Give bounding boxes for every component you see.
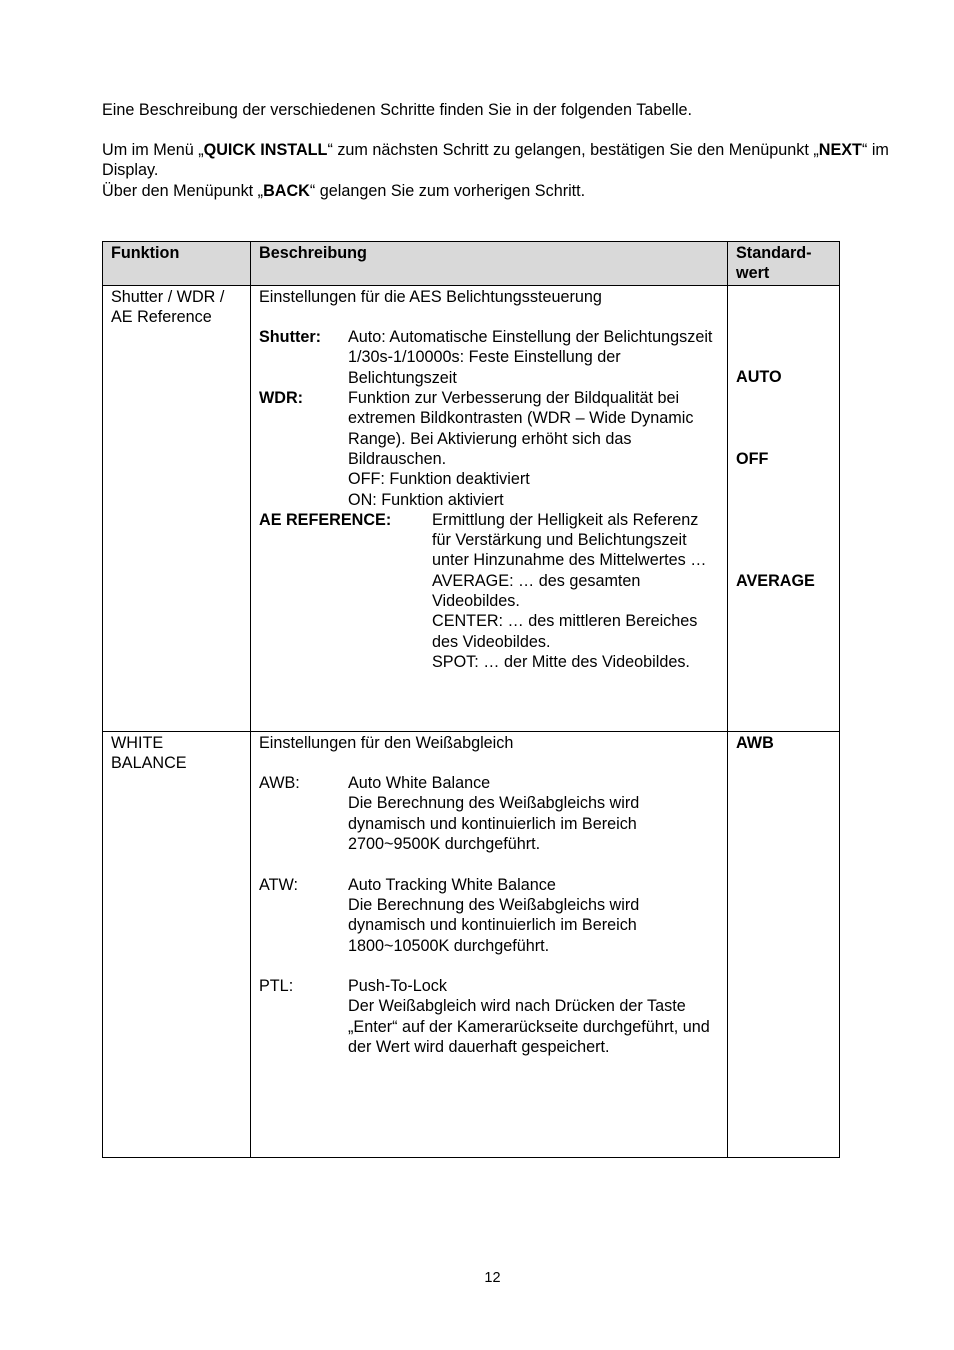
wdr-desc: Funktion zur Verbesserung der Bildqualität bei extremen Bildkontrasten (WDR – Wide Dynamic Range). Bei Aktivierung erhöht sich das Bildrauschen. [348, 389, 694, 468]
awb-key: AWB: [259, 774, 300, 793]
wdr-key: WDR: [259, 389, 304, 408]
next-term: NEXT [818, 141, 862, 159]
awb-item [259, 773, 720, 854]
ae-reference-key: AE REFERENCE: [259, 510, 392, 529]
standardwert-cell [728, 285, 840, 731]
awb-desc: Die Berechnung des Weißabgleichs wird dynamisch und kontinuierlich im Bereich 2700~9500K durchgeführt. [348, 794, 640, 854]
intro-paragraph-2 [102, 140, 892, 201]
back-term: BACK [263, 181, 310, 200]
ptl-item [259, 976, 720, 1057]
std-awb: AWB [736, 733, 774, 752]
shutter-key: Shutter: [259, 328, 322, 347]
intro-text: Eine Beschreibung der verschiedenen Schritte finden Sie in der folgenden Tabelle. [102, 101, 693, 119]
std-shutter: AUTO [736, 367, 782, 386]
page-number: 12 [484, 1270, 501, 1286]
ae-desc: CENTER: … des mittleren Bereiches des Videobildes. [432, 612, 698, 651]
std-ae: AVERAGE [736, 571, 815, 590]
atw-key: ATW: [259, 875, 298, 894]
row-intro: Einstellungen für die AES Belichtungssteuerung [259, 287, 602, 306]
atw-desc: Auto Tracking White Balance [348, 875, 556, 894]
std-wdr: OFF [736, 449, 769, 468]
ae-desc: Ermittlung der Helligkeit als Referenz für Verstärkung und Belichtungszeit unter Hinzunahme des Mittelwertes … [432, 510, 707, 570]
standardwert-cell [728, 731, 840, 1157]
ptl-desc: Der Weißabgleich wird nach Drücken der Taste „Enter“ auf der Kamerarückseite durchgeführt, und der Wert wird dauerhaft gespeichert. [348, 997, 710, 1057]
quick-install-term: QUICK INSTALL [203, 141, 328, 159]
ae-desc: AVERAGE: … des gesamten Videobildes. [432, 571, 641, 611]
ae-desc: SPOT: … der Mitte des Videobildes. [432, 652, 690, 671]
shutter-desc: Auto: Automatische Einstellung der Belichtungszeit [348, 328, 713, 347]
ptl-key: PTL: [259, 977, 294, 996]
back-instruction: Über den Menüpunkt „BACK“ gelangen Sie zum vorherigen Schritt. [102, 181, 586, 200]
table-row [103, 285, 840, 731]
intro-paragraph-1 [102, 100, 892, 120]
awb-desc: Auto White Balance [348, 774, 491, 793]
shutter-item [259, 327, 720, 388]
ptl-desc: Push-To-Lock [348, 977, 447, 996]
wdr-desc: ON: Funktion aktiviert [348, 490, 504, 509]
wdr-desc: OFF: Funktion deaktiviert [348, 470, 530, 489]
funktion-cell: Shutter / WDR / AE Reference [103, 285, 251, 731]
funktion-cell: WHITE BALANCE [103, 731, 251, 1157]
beschreibung-cell [251, 731, 728, 1157]
atw-item [259, 875, 720, 956]
table-row [103, 731, 840, 1157]
settings-table [102, 241, 840, 1158]
shutter-desc: 1/30s-1/10000s: Feste Einstellung der Belichtungszeit [348, 348, 621, 387]
header-standardwert: Standard-wert [728, 242, 840, 286]
row-intro: Einstellungen für den Weißabgleich [259, 733, 514, 752]
beschreibung-cell [251, 285, 728, 731]
ae-reference-item [259, 510, 720, 672]
wdr-item [259, 388, 720, 510]
quick-install-instruction: Um im Menü „QUICK INSTALL“ zum nächsten Schritt zu gelangen, bestätigen Sie den Menüpunkt „NEXT“ im Display. [102, 141, 889, 180]
header-beschreibung: Beschreibung [251, 242, 728, 286]
atw-desc: Die Berechnung des Weißabgleichs wird dynamisch und kontinuierlich im Bereich 1800~10500K durchgeführt. [348, 895, 640, 955]
table-header-row [103, 242, 840, 286]
header-funktion: Funktion [103, 242, 251, 286]
